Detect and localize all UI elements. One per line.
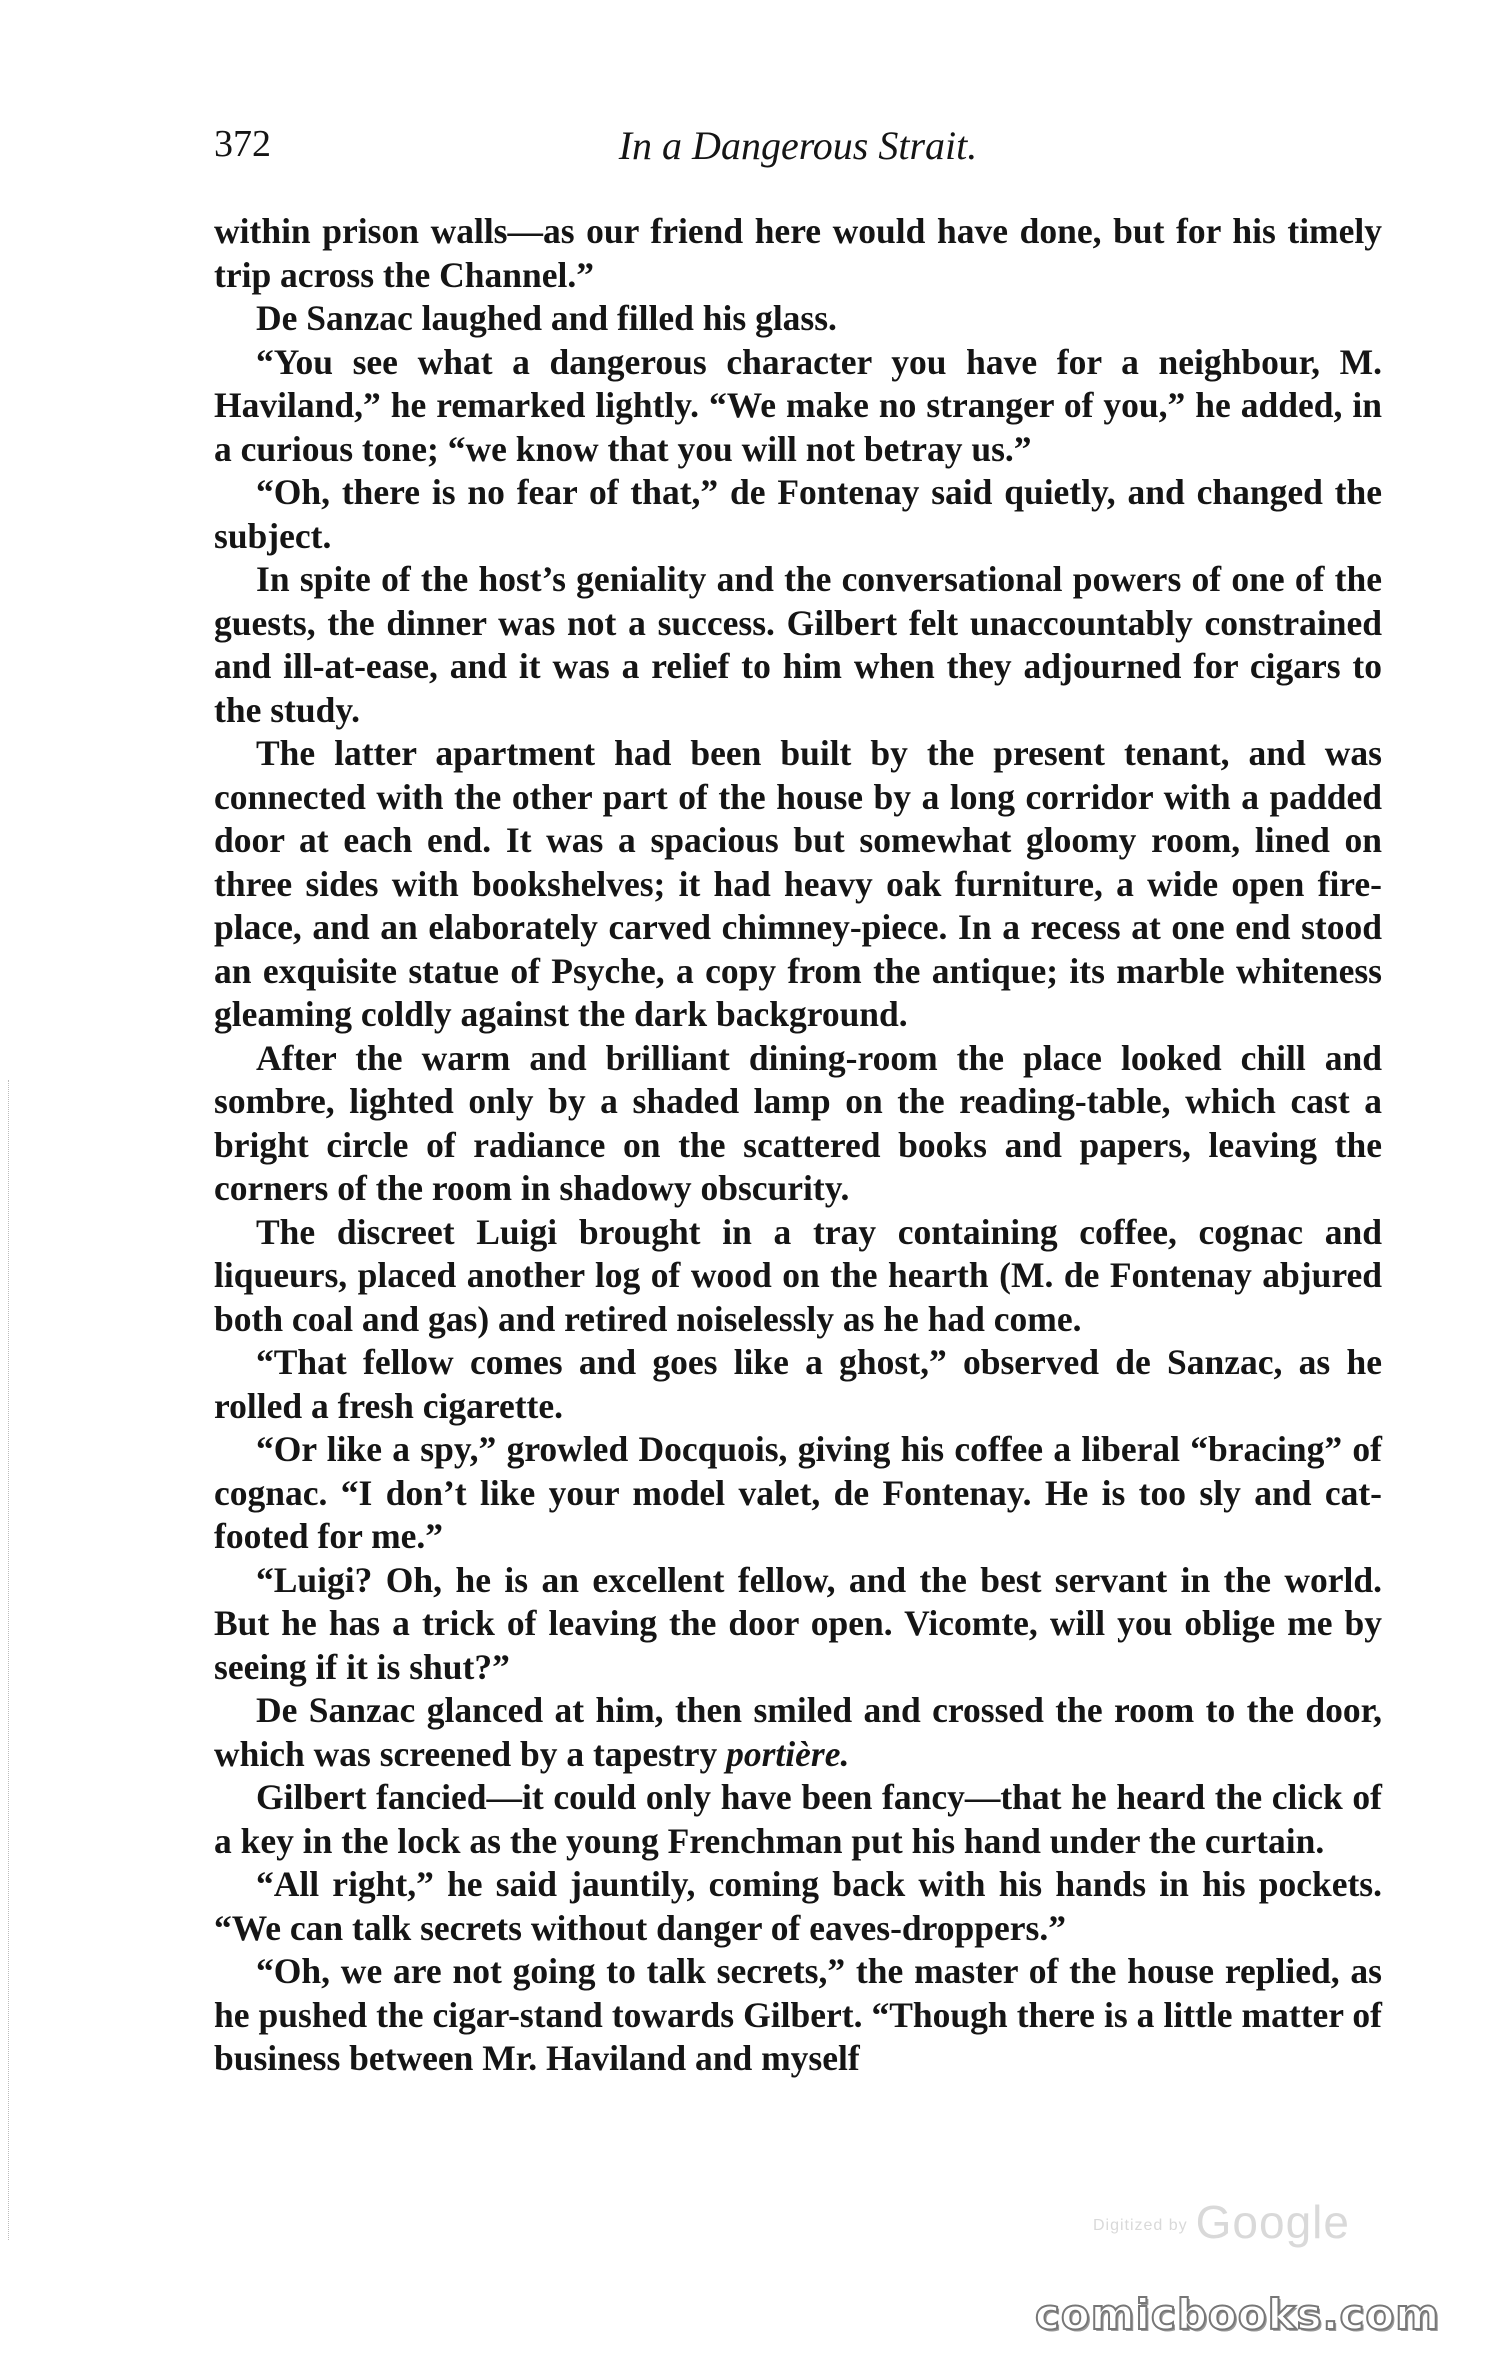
google-watermark xyxy=(1093,2195,1350,2249)
paragraph: “Or like a spy,” growled Docquois, giving his coffee a liberal “bracing” of cognac. “I don’t like your model valet, de Fontenay. He is too sly and cat-footed for me.” xyxy=(214,1429,1382,1556)
scan-margin-marks xyxy=(8,1080,15,2240)
paragraph: “Oh, we are not going to talk secrets,” the master of the house replied, as he pushed the cigar-stand towards Gilbert. “Though there is a little matter of business between Mr. Haviland and myself xyxy=(214,1951,1382,2078)
paragraph: The discreet Luigi brought in a tray containing coffee, cognac and liqueurs, placed another log of wood on the hearth (M. de Fontenay abjured both coal and gas) and retired noiselessly as he had come. xyxy=(214,1211,1382,1339)
body-text xyxy=(214,210,1382,2081)
paragraph-text: De Sanzac glanced at him, then smiled and crossed the room to the door, which was screened by a tapestry xyxy=(214,1690,1382,1774)
paragraph: De Sanzac laughed and filled his glass. xyxy=(256,298,837,338)
paragraph: “You see what a dangerous character you have for a neighbour, M. Haviland,” he remarked lightly. “We make no stranger of you,” he added, in a curious tone; “we know that you will not betray us.” xyxy=(214,341,1382,469)
paragraph: within prison walls—as our friend here would have done, but for his timely trip across the Channel.” xyxy=(214,211,1382,295)
paragraph: “Oh, there is no fear of that,” de Fontenay said quietly, and changed the subject. xyxy=(214,472,1382,556)
paragraph: Gilbert fancied—it could only have been fancy—that he heard the click of a key in the lock as the young Frenchman put his hand under the curtain. xyxy=(214,1777,1382,1861)
page-number: 372 xyxy=(214,123,271,165)
google-watermark-text: Google xyxy=(1195,2196,1350,2248)
paragraph: “That fellow comes and goes like a ghost,” observed de Sanzac, as he rolled a fresh cigarette. xyxy=(214,1342,1382,1426)
paragraph: “All right,” he said jauntily, coming back with his hands in his pockets. “We can talk secrets without danger of eaves-droppers.” xyxy=(214,1864,1382,1948)
site-watermark: comicbooks.com xyxy=(1035,2290,1440,2339)
google-watermark-prefix: Digitized by xyxy=(1092,2216,1188,2234)
paragraph: After the warm and brilliant dining-room the place looked chill and sombre, lighted only by a shaded lamp on the reading-table, which cast a bright circle of radiance on the scattered books and papers, leaving the corners of the room in shadowy obscurity. xyxy=(214,1037,1382,1208)
paragraph xyxy=(214,1689,1382,1776)
paragraph: The latter apartment had been built by the present tenant, and was connected with the other part of the house by a long corridor with a padded door at each end. It was a spacious but somewhat gloomy room, lined on three sides with bookshelves; it had heavy oak furniture, a wide open fire-place, and an elaborately carved chimney-piece. In a recess at one end stood an exquisite statue of Psyche, a copy from the antique; its marble whiteness gleaming coldly against the dark background. xyxy=(214,733,1382,1034)
paragraph: In spite of the host’s geniality and the conversational powers of one of the guests, the dinner was not a success. Gilbert felt unaccountably constrained and ill-at-ease, and it was a relief to him when they adjourned for cigars to the study. xyxy=(214,559,1382,730)
page-header xyxy=(214,122,1382,182)
italic-word: portière. xyxy=(726,1733,850,1774)
paragraph: “Luigi? Oh, he is an excellent fellow, and the best servant in the world. But he has a trick of leaving the door open. Vicomte, will you oblige me by seeing if it is shut?” xyxy=(214,1559,1382,1687)
running-title: In a Dangerous Strait. xyxy=(618,123,978,168)
